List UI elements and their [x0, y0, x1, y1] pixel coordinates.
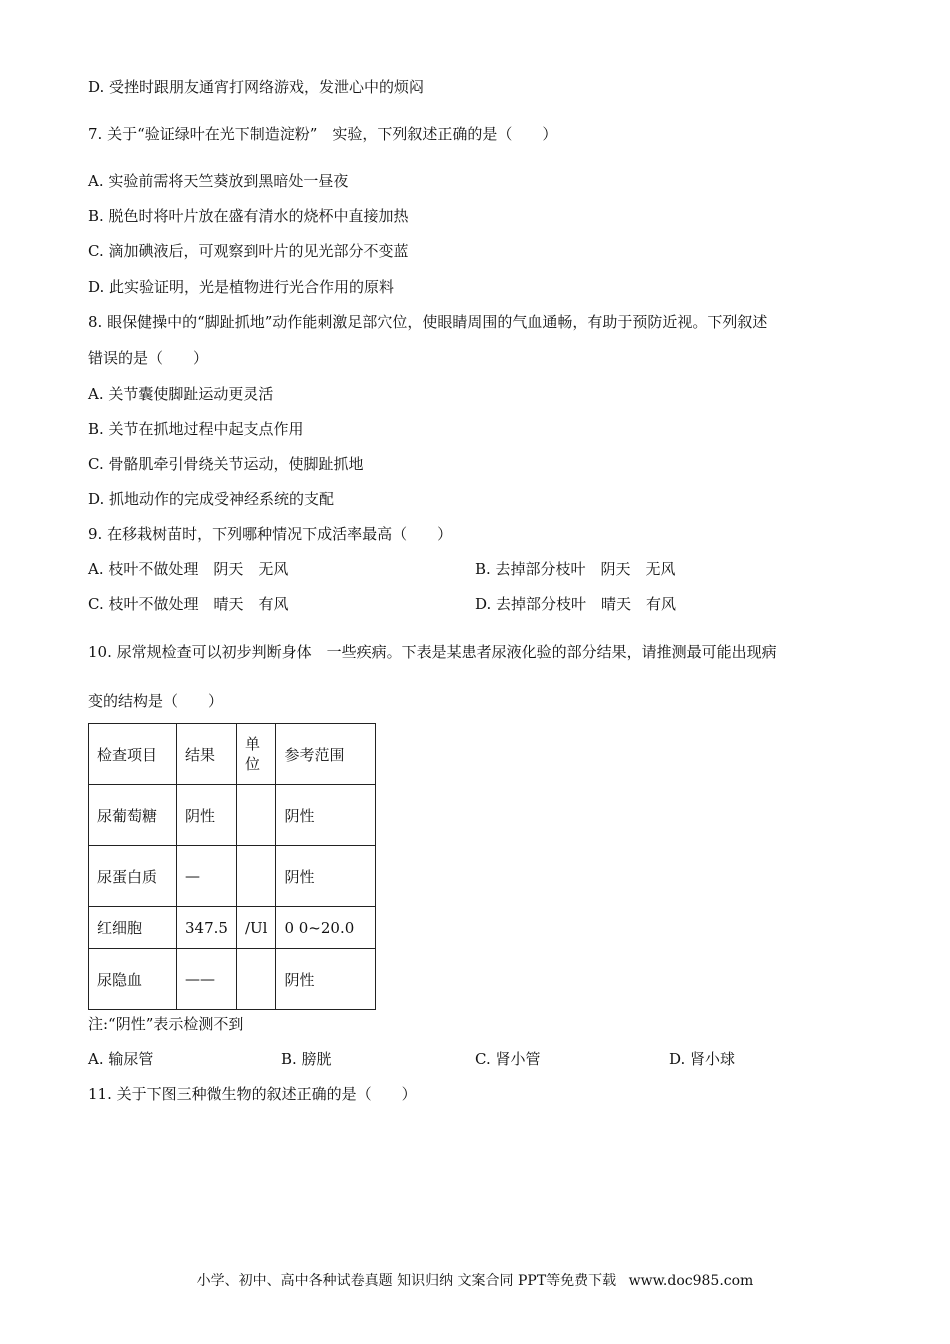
q10-option-c: C. 肾小管 [475, 1050, 541, 1068]
table-row [89, 907, 376, 949]
q10-option-b: B. 膀胱 [281, 1050, 332, 1068]
q7-stem: 7. 关于“验证绿叶在光下制造淀粉” 实验，下列叙述正确的是（ ） [88, 125, 558, 143]
q8-option-b: B. 关节在抓地过程中起支点作用 [88, 420, 304, 438]
table-cell: 阴性 [276, 846, 376, 907]
table-cell [236, 949, 276, 1010]
table-header-cell: 检查项目 [89, 724, 177, 785]
q9-option-c: C. 枝叶不做处理 晴天 有风 [88, 595, 289, 613]
table-cell: 红细胞 [89, 907, 177, 949]
footer-text: 小学、初中、高中各种试卷真题 知识归纳 文案合同 PPT等免费下载 [196, 1273, 617, 1289]
page-footer [0, 1270, 950, 1290]
table-cell [236, 785, 276, 846]
table-header-cell: 单位 [236, 724, 276, 785]
table-header-cell: 结果 [177, 724, 237, 785]
table-cell: 尿葡萄糖 [89, 785, 177, 846]
table-cell: 阴性 [276, 949, 376, 1010]
q8-option-c: C. 骨骼肌牵引骨绕关节运动，使脚趾抓地 [88, 455, 364, 473]
table-cell: — [177, 846, 237, 907]
table-note: 注:“阴性”表示检测不到 [88, 1015, 244, 1033]
table-header-row [89, 724, 376, 785]
table-row [89, 785, 376, 846]
table-cell: 尿隐血 [89, 949, 177, 1010]
table-cell: 阴性 [276, 785, 376, 846]
footer-link[interactable]: www.doc985.com [628, 1273, 754, 1289]
q8-option-d: D. 抓地动作的完成受神经系统的支配 [88, 490, 335, 508]
q10-option-d: D. 肾小球 [669, 1050, 736, 1068]
q10-option-a: A. 输尿管 [88, 1050, 154, 1068]
urine-test-table [88, 723, 376, 1010]
q11-stem: 11. 关于下图三种微生物的叙述正确的是（ ） [88, 1085, 417, 1103]
table-row [89, 846, 376, 907]
table-cell: —— [177, 949, 237, 1010]
q9-option-d: D. 去掉部分枝叶 晴天 有风 [475, 595, 677, 613]
q8-stem-line2: 错误的是（ ） [88, 349, 209, 367]
q7-option-c: C. 滴加碘液后，可观察到叶片的见光部分不变蓝 [88, 242, 409, 260]
table-header-cell: 参考范围 [276, 724, 376, 785]
table-cell: 尿蛋白质 [89, 846, 177, 907]
table-cell: 0 0~20.0 [276, 907, 376, 949]
q7-option-a: A. 实验前需将天竺葵放到黑暗处一昼夜 [88, 172, 349, 190]
table-cell: 阴性 [177, 785, 237, 846]
q8-stem-line1: 8. 眼保健操中的“脚趾抓地”动作能刺激足部穴位，使眼睛周围的气血通畅，有助于预防近视。下列叙述 [88, 313, 768, 331]
q9-option-b: B. 去掉部分枝叶 阴天 无风 [475, 560, 676, 578]
q9-stem: 9. 在移栽树苗时，下列哪种情况下成活率最高（ ） [88, 525, 453, 543]
q10-stem-line2: 变的结构是（ ） [88, 692, 224, 710]
q9-option-a: A. 枝叶不做处理 阴天 无风 [88, 560, 289, 578]
table-cell: /Ul [236, 907, 276, 949]
q8-option-a: A. 关节囊使脚趾运动更灵活 [88, 385, 274, 403]
q6-option-d: D. 受挫时跟朋友通宵打网络游戏，发泄心中的烦闷 [88, 78, 425, 96]
table-cell: 347.5 [177, 907, 237, 949]
q7-option-d: D. 此实验证明，光是植物进行光合作用的原料 [88, 278, 395, 296]
table-row [89, 949, 376, 1010]
q7-option-b: B. 脱色时将叶片放在盛有清水的烧杯中直接加热 [88, 207, 409, 225]
table-cell [236, 846, 276, 907]
q10-stem-line1: 10. 尿常规检查可以初步判断身体 一些疾病。下表是某患者尿液化验的部分结果，请推测最可能出现病 [88, 643, 777, 661]
